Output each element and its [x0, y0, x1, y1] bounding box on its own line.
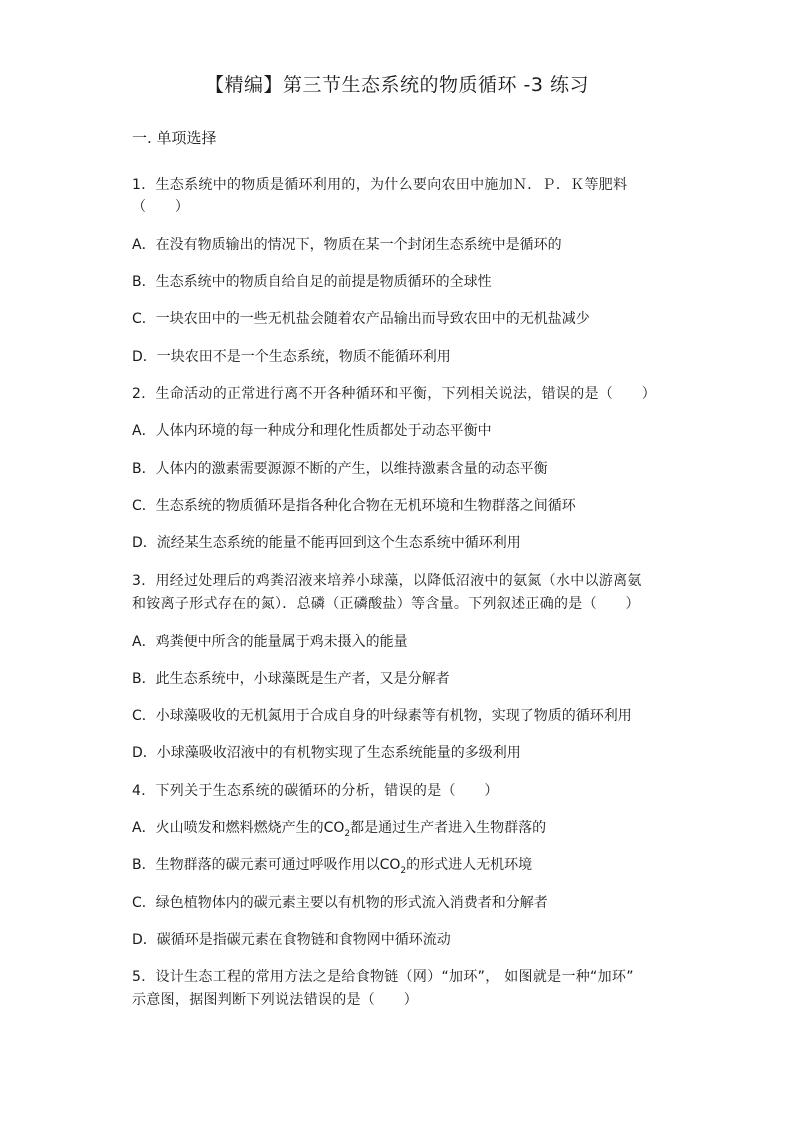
q4-option-a-post: 都是通过生产者进入生物群落的	[350, 820, 547, 836]
q3-option-c: C．小球藻吸收的无机氮用于合成自身的叶绿素等有机物，实现了物质的循环利用	[132, 708, 632, 724]
q1-option-a: A．在没有物质输出的情况下，物质在某一个封闭生态系统中是循环的	[132, 237, 562, 253]
q2-option-b: B．人体内的激素需要源源不断的产生，以维持激素含量的动态平衡	[132, 461, 548, 477]
q4-option-a	[132, 817, 546, 839]
q4-stem-line1: 4．下列关于生态系统的碳循环的分析，错误的是（ ）	[132, 783, 499, 799]
q4-option-a-subscript: 2	[344, 828, 351, 839]
section-heading: 一. 单项选择	[132, 129, 217, 147]
q1-stem-line1: 1．生态系统中的物质是循环利用的，为什么要向农田中施加Ｎ．Ｐ．Ｋ等肥料	[132, 177, 628, 193]
q5-stem-line2: 示意图，据图判断下列说法错误的是（ ）	[132, 992, 418, 1008]
q2-stem-line1: 2．生命活动的正常进行离不开各种循环和平衡，下列相关说法，错误的是（ ）	[132, 386, 657, 402]
q3-option-a: A．鸡粪便中所含的能量属于鸡未摄入的能量	[132, 634, 408, 650]
q2-option-c: C．生态系统的物质循环是指各种化合物在无机环境和生物群落之间循环	[132, 498, 576, 514]
q3-option-b: B．此生态系统中，小球藻既是生产者，又是分解者	[132, 671, 450, 687]
q4-option-c: C．绿色植物体内的碳元素主要以有机物的形式流入消费者和分解者	[132, 895, 548, 911]
q4-option-b-subscript: 2	[400, 865, 407, 876]
q4-option-a-pre: A．火山喷发和燃料燃烧产生的CO	[132, 820, 345, 836]
q4-option-b	[132, 854, 532, 876]
q1-stem-line2: （ ）	[132, 199, 190, 215]
q2-option-a: A．人体内环境的每一种成分和理化性质都处于动态平衡中	[132, 423, 492, 439]
q1-option-d: D．一块农田不是一个生态系统，物质不能循环利用	[132, 349, 451, 365]
q3-stem-line2: 和铵离子形式存在的氮）．总磷（正磷酸盐）等含量。下列叙述正确的是（ ）	[132, 596, 640, 612]
q4-option-b-post: 的形式进人无机环境	[406, 857, 533, 873]
q5-stem-line1: 5．设计生态工程的常用方法之是给食物链（网）“加环”， 如图就是一种“加环”	[132, 969, 634, 985]
q1-option-c: C．一块农田中的一些无机盐会随着农产品输出而导致农田中的无机盐减少	[132, 311, 590, 327]
q3-option-d: D．小球藻吸收沼液中的有机物实现了生态系统能量的多级利用	[132, 745, 521, 761]
q3-stem-line1: 3．用经过处理后的鸡粪沼液来培养小球藻，以降低沼液中的氨氮（水中以游离氨	[132, 573, 642, 589]
q4-option-d: D．碳循环是指碳元素在食物链和食物网中循环流动	[132, 932, 451, 948]
document-title: 【精编】第三节生态系统的物质循环 -3 练习	[204, 74, 590, 96]
q4-option-b-pre: B．生物群落的碳元素可通过呼吸作用以CO	[132, 857, 401, 873]
q1-option-b: B．生态系统中的物质自给自足的前提是物质循环的全球性	[132, 274, 492, 290]
q2-option-d: D．流经某生态系统的能量不能再回到这个生态系统中循环利用	[132, 535, 521, 551]
